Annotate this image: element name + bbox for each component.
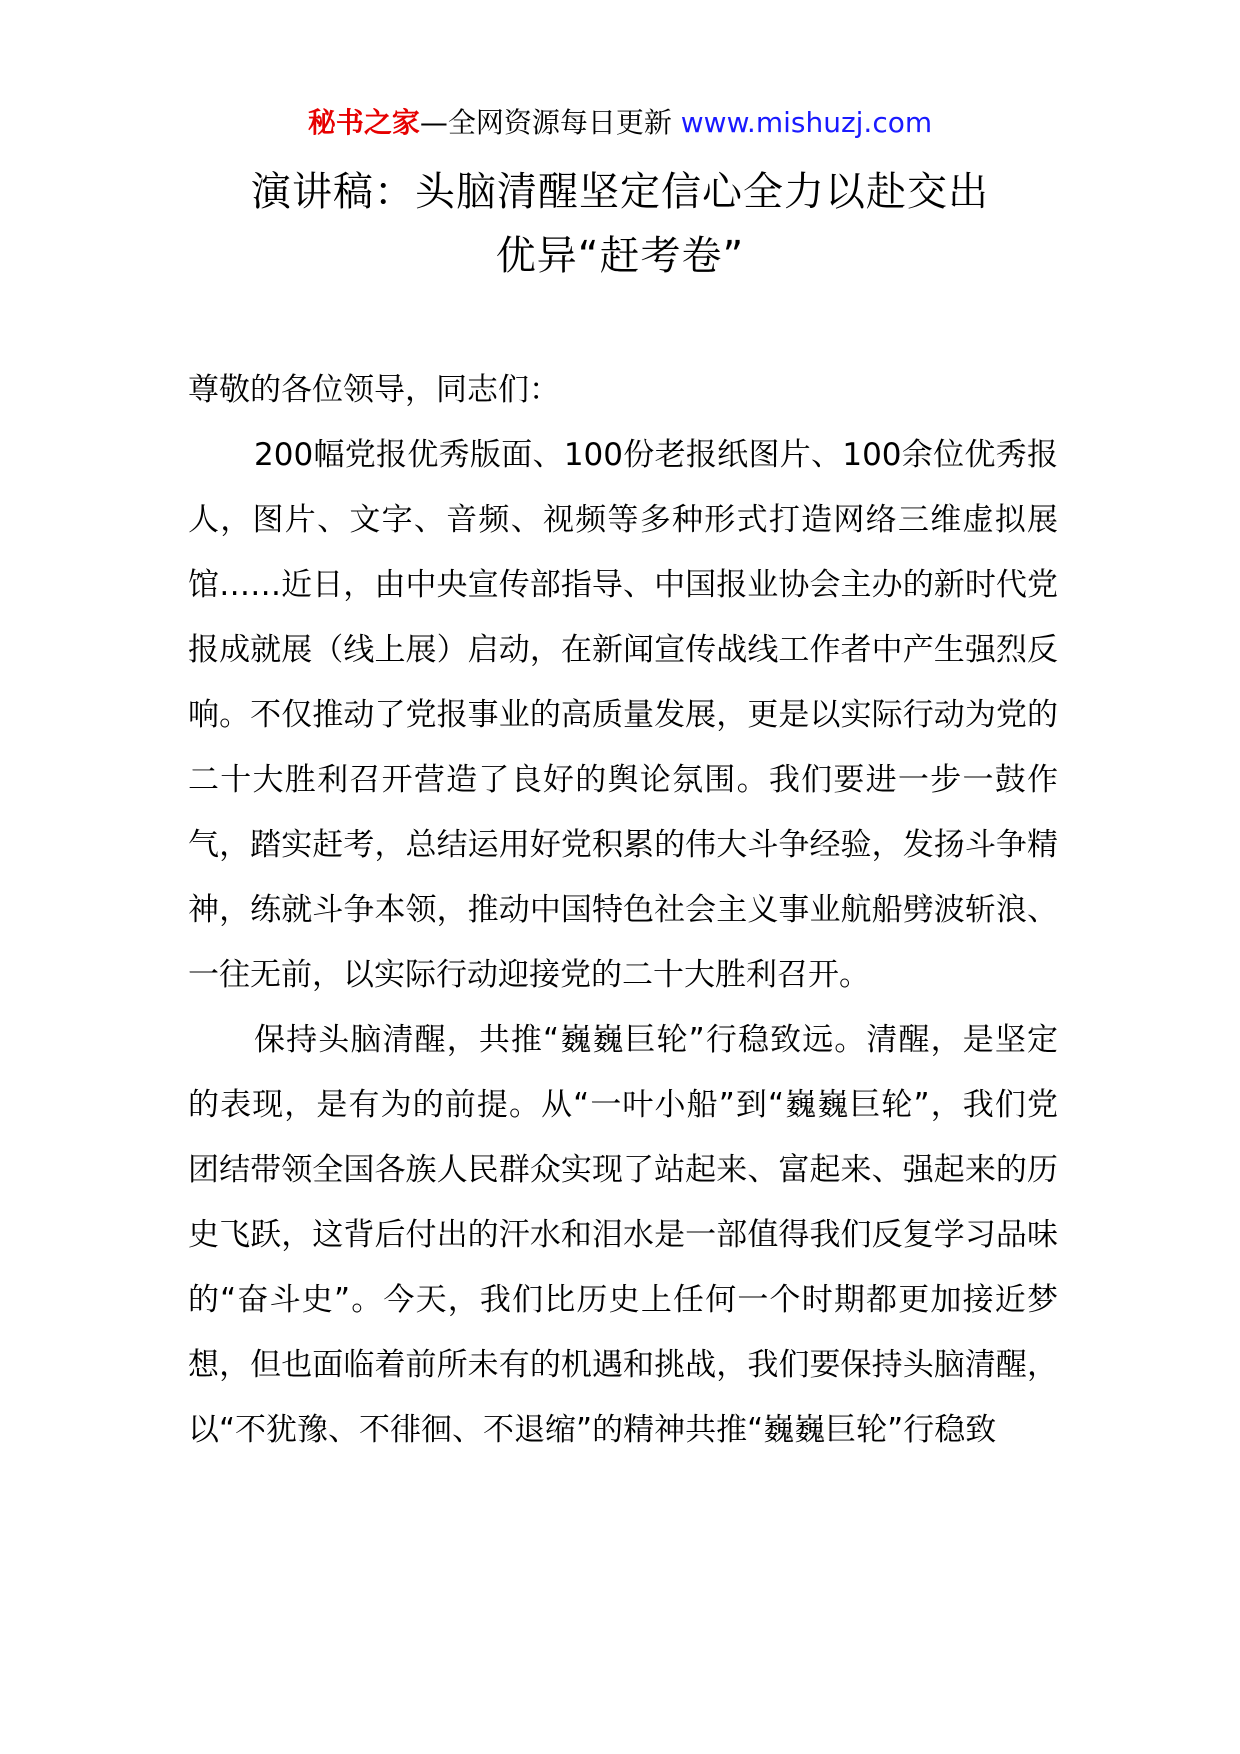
document-body <box>188 358 1058 1463</box>
document-title-line-1: 演讲稿：头脑清醒坚定信心全力以赴交出 <box>251 169 989 215</box>
body-paragraph-2: 保持头脑清醒，共推“巍巍巨轮”行稳致远。清醒，是坚定的表现，是有为的前提。从“一叶小船”到“巍巍巨轮”，我们党团结带领全国各族人民群众实现了站起来、富起来、强起来的历史飞跃，这背后付出的汗水和泪水是一部值得我们反复学习品味的“奋斗史”。今天，我们比历史上任何一个时期都更加接近梦想，但也面临着前所未有的机遇和挑战，我们要保持头脑清醒，以“不犹豫、不徘徊、不退缩”的精神共推“巍巍巨轮”行稳致 <box>188 1022 1058 1448</box>
document-title <box>190 160 1050 288</box>
body-paragraph-1: 200幅党报优秀版面、100份老报纸图片、100余位优秀报人，图片、文字、音频、视频等多种形式打造网络三维虚拟展馆……近日，由中央宣传部指导、中国报业协会主办的新时代党报成就展（线上展）启动，在新闻宣传战线工作者中产生强烈反响。不仅推动了党报事业的高质量发展，更是以实际行动为党的二十大胜利召开营造了良好的舆论氛围。我们要进一步一鼓作气，踏实赶考，总结运用好党积累的伟大斗争经验，发扬斗争精神，练就斗争本领，推动中国特色社会主义事业航船劈波斩浪、一往无前，以实际行动迎接党的二十大胜利召开。 <box>188 437 1058 993</box>
site-banner <box>0 103 1240 143</box>
site-brand: 秘书之家 <box>307 106 420 139</box>
site-tagline: —全网资源每日更新 <box>419 106 681 139</box>
document-title-line-2: 优异“赶考卷” <box>495 233 745 279</box>
site-url-link[interactable]: www.mishuzj.com <box>680 106 933 139</box>
salutation: 尊敬的各位领导，同志们： <box>188 372 560 408</box>
